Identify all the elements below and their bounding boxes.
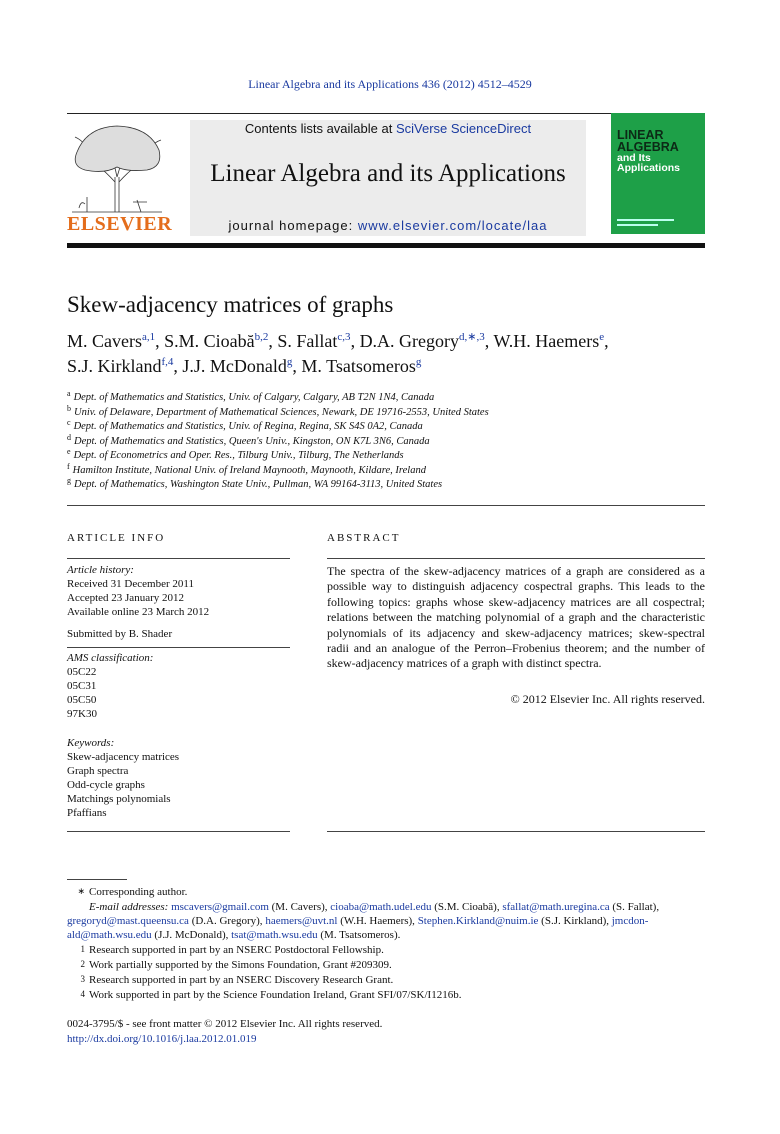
affiliation-item [67,404,489,418]
cover-sub-line1: and Its [617,152,651,164]
author-affiliation-mark[interactable]: d,∗,3 [459,331,485,343]
accepted-date: Accepted 23 January 2012 [67,592,184,604]
article-info-heading: ARTICLE INFO [67,532,166,544]
article-history-label: Article history: [67,564,134,576]
cover-title-line1: LINEAR [617,128,664,142]
author-name: J.J. McDonald [182,356,287,376]
affiliation-mark: f [67,461,70,471]
email-owner: (S. Fallat), [609,901,660,913]
footnote-divider [67,879,127,880]
email-owner: (M. Cavers), [268,901,331,913]
footnote-mark: ∗ [77,886,85,896]
online-date: Available online 23 March 2012 [67,606,210,618]
author-list-line2 [67,356,421,377]
keyword: Matchings polynomials [67,793,171,805]
ams-code: 97K30 [67,708,97,720]
journal-cover[interactable] [611,113,705,234]
affiliation-item [67,389,434,403]
author-name: M. Tsatsomeros [301,356,416,376]
author-list-line1 [67,330,609,352]
author-name: S.J. Kirkland [67,356,162,376]
keyword: Skew-adjacency matrices [67,751,180,763]
contents-line [190,121,586,136]
tree-icon [67,122,167,214]
affiliation-mark: d [67,432,71,442]
ams-label: AMS classification: [67,652,154,664]
email-link[interactable]: gregoryd@mast.queensu.ca [67,915,189,927]
keyword: Pfaffians [67,807,107,819]
ams-code: 05C31 [67,680,97,692]
article-info-divider-bottom [67,831,290,832]
affiliation-text: Dept. of Mathematics and Statistics, Univ. of Calgary, Calgary, AB T2N 1N4, Canada [73,392,435,403]
cover-fine-print [617,219,699,226]
footnote-text: Work partially supported by the Simons Foundation, Grant #209309. [89,959,392,971]
email-label: E-mail addresses: [89,901,169,913]
affiliation-mark: b [67,403,71,413]
cover-title-line2: ALGEBRA [617,140,679,154]
author-name: S. Fallat [277,331,338,351]
email-link[interactable]: jmcdon- [611,915,649,927]
footnote-item [67,974,393,986]
footnote-item [67,959,392,971]
footnote-text: Work supported in part by the Science Foundation Ireland, Grant SFI/07/SK/I1216b. [89,989,462,1001]
article-info-divider-mid [67,647,290,648]
keyword: Odd-cycle graphs [67,779,145,791]
cover-line [617,224,658,226]
affiliation-item [67,476,442,490]
email-owner: (M. Tsatsomeros). [317,929,401,941]
author-affiliation-mark[interactable]: g [286,356,293,368]
footnote-mark: 2 [80,959,85,969]
footnote-mark: 4 [80,989,85,999]
affiliation-text: Dept. of Mathematics and Statistics, Queen's Univ., Kingston, ON K7L 3N6, Canada [74,435,430,447]
email-line1 [89,901,659,913]
email-owner: (S.J. Kirkland), [538,915,612,927]
footnote-mark: 3 [80,974,85,984]
submitted-by: Submitted by B. Shader [67,628,173,640]
homepage-line [190,218,586,233]
affiliation-text: Univ. of Delaware, Department of Mathematical Sciences, Newark, DE 19716-2553, United States [74,406,489,418]
header-thick-divider [67,243,705,248]
article-info-divider-top [67,558,290,559]
author-affiliation-mark[interactable]: a,1 [142,331,156,343]
author-affiliation-mark[interactable]: c,3 [337,331,351,343]
author-separator: , [484,331,494,351]
affiliation-mark: g [67,476,71,485]
affiliation-mark: e [67,447,71,456]
keyword: Graph spectra [67,765,129,777]
corresponding-text: Corresponding author. [89,886,188,898]
elsevier-logo [67,122,173,236]
footnote-text: Research supported in part by an NSERC Postdoctoral Fellowship. [89,944,384,956]
affiliation-text: Hamilton Institute, National Univ. of Ireland Maynooth, Maynooth, Kildare, Ireland [72,464,426,476]
author-separator: , [155,331,165,351]
front-matter: 0024-3795/$ - see front matter © 2012 Elsevier Inc. All rights reserved. [67,1018,383,1030]
sciencedirect-link[interactable]: SciVerse ScienceDirect [395,121,532,136]
email-owner: (J.J. McDonald), [151,929,232,941]
affiliation-mark: c [67,418,71,427]
elsevier-wordmark: ELSEVIER [67,213,173,235]
cover-title [617,129,699,153]
keywords-label: Keywords: [67,737,115,749]
ams-code: 05C22 [67,666,97,678]
email-link[interactable]: tsat@math.wsu.edu [231,929,318,941]
email-link[interactable]: sfallat@math.uregina.ca [502,901,610,913]
email-link[interactable]: mscavers@gmail.com [171,901,269,913]
abstract-text: The spectra of the skew-adjacency matrices of a graph are considered as a possible way to distinguish adjacency cospectral graphs. This leads to the following topics: graphs whose skew-adjacency matrices are all cospectral; relations between the matching polynomial of a graph and the characteristic polynomials of its adjacency and skew-adjacency matrices; skew-spectral radii and an analogue of the Perron–Frobenius theorem; and the number of skew-adjacency matrices of a graph with distinct spectra. [327,564,705,671]
homepage-prefix: journal homepage: [228,218,358,233]
journal-title: Linear Algebra and its Applications [210,160,566,187]
affiliation-item [67,418,423,432]
email-list [171,901,659,913]
cover-line [617,219,674,221]
author-name: D.A. Gregory [359,331,460,351]
affiliation-text: Dept. of Econometrics and Oper. Res., Tilburg Univ., Tilburg, The Netherlands [73,450,404,461]
affiliation-item [67,447,404,461]
affiliation-divider [67,505,705,506]
email-owner: (D.A. Gregory), [188,915,266,927]
author-separator: , [292,356,302,376]
author-separator: , [268,331,278,351]
author-affiliation-mark[interactable]: e [599,331,605,343]
abstract-heading: ABSTRACT [327,532,401,544]
cover-sub-line2: Applications [617,162,681,174]
email-line3 [67,929,400,941]
email-owner: (W.H. Haemers), [337,915,418,927]
affiliation-item [67,433,430,447]
cover-subtitle [617,153,699,173]
copyright: © 2012 Elsevier Inc. All rights reserved. [510,692,705,706]
author-name: S.M. Cioabă [164,331,255,351]
author-separator: , [604,331,609,351]
affiliation-text: Dept. of Mathematics and Statistics, Univ. of Regina, Regina, SK S4S 0A2, Canada [73,421,423,432]
author-separator: , [350,331,360,351]
corresponding-footnote [67,886,187,898]
author-affiliation-mark[interactable]: b,2 [254,331,269,343]
abstract-divider-top [327,558,705,559]
author-affiliation-mark[interactable]: f,4 [161,356,174,368]
affiliation-item [67,462,426,476]
email-link[interactable]: ald@math.wsu.edu [67,929,152,941]
email-line2 [67,915,648,927]
author-affiliation-mark[interactable]: g [415,356,422,368]
doi-link[interactable]: http://dx.doi.org/10.1016/j.laa.2012.01.019 [67,1033,257,1045]
footnote-item [67,989,461,1001]
footnote-mark: 1 [80,944,85,954]
journal-reference[interactable]: Linear Algebra and its Applications 436 (2012) 4512–4529 [248,77,532,91]
homepage-link[interactable]: www.elsevier.com/locate/laa [357,218,548,233]
contents-prefix: Contents lists available at [244,121,396,136]
abstract-divider-bottom [327,831,705,832]
author-name: W.H. Haemers [493,331,600,351]
email-link[interactable]: cioaba@math.udel.edu [330,901,432,913]
paper-title: Skew-adjacency matrices of graphs [67,292,394,317]
author-separator: , [173,356,183,376]
email-link[interactable]: haemers@uvt.nl [265,915,338,927]
footnote-text: Research supported in part by an NSERC Discovery Research Grant. [89,974,394,986]
author-name: M. Cavers [67,331,142,351]
email-owner: (S.M. Cioabă), [431,901,503,913]
ams-code: 05C50 [67,694,97,706]
header-divider [67,113,705,114]
affiliation-text: Dept. of Mathematics, Washington State Univ., Pullman, WA 99164-3113, United States [74,479,443,490]
received-date: Received 31 December 2011 [67,578,194,590]
email-link[interactable]: Stephen.Kirkland@nuim.ie [417,915,539,927]
footnote-item [67,944,384,956]
affiliation-mark: a [67,389,71,398]
